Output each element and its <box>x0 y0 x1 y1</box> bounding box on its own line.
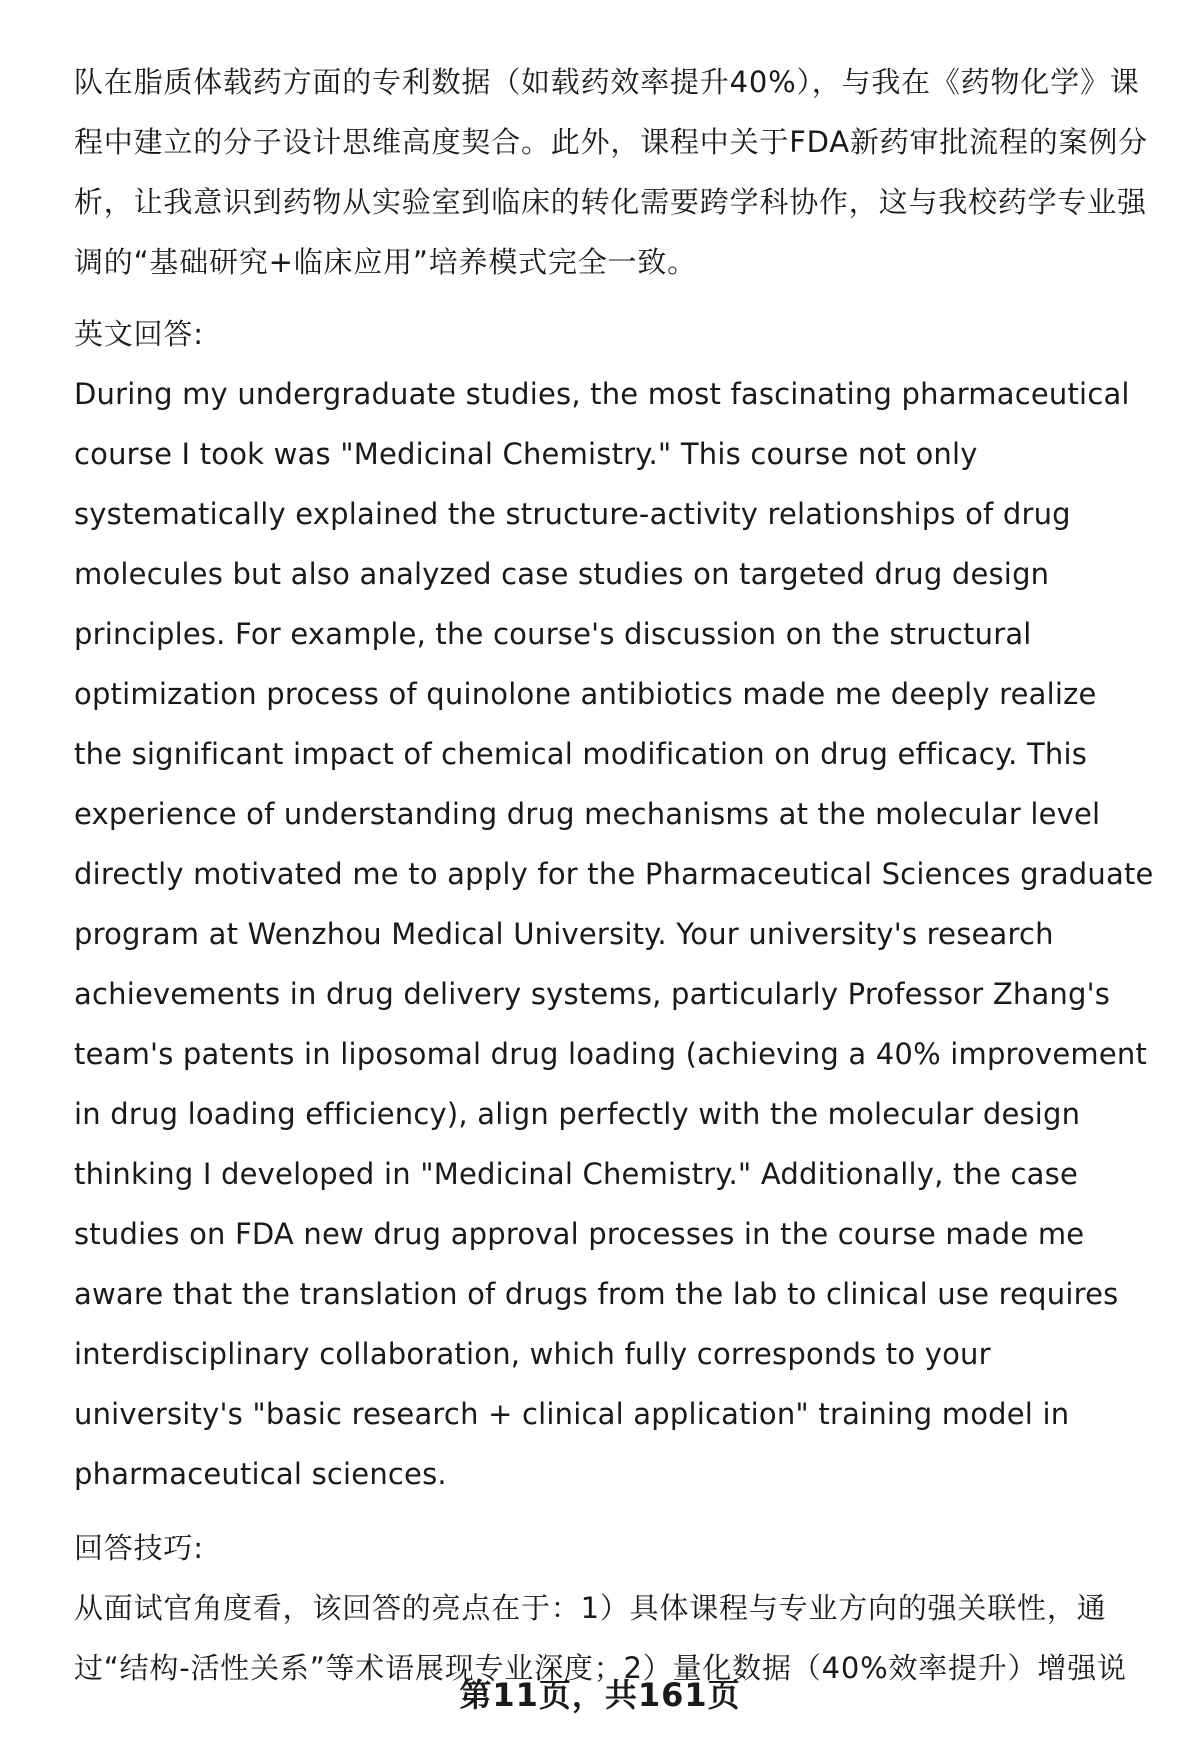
english-answer-label: 英文回答: <box>74 317 204 351</box>
intro-paragraph: 队在脂质体载药方面的专利数据（如载药效率提升40%），与我在《药物化学》课程中建立的分子设计思维高度契合。此外，课程中关于FDA新药审批流程的案例分析，让我意识到药物从实验室到临床的转化需要跨学科协作，这与我校药学专业强调的“基础研究+临床应用”培养模式完全一致。 <box>74 65 1148 279</box>
answer-tips-label: 回答技巧: <box>74 1531 204 1565</box>
english-answer-section <box>74 304 1154 1504</box>
page-number-footer: 第11页，共161页 <box>459 1676 741 1714</box>
english-answer-body: During my undergraduate studies, the most fascinating pharmaceutical course I took was "Medicinal Chemistry." This course not only systematically explained the structure-activity relationships of drug molecules but also analyzed case studies on targeted drug design principles. For example, the course's discussion on the structural optimization process of quinolone antibiotics made me deeply realize the significant impact of chemical modification on drug efficacy. This experience of understanding drug mechanisms at the molecular level directly motivated me to apply for the Pharmaceutical Sciences graduate program at Wenzhou Medical University. Your university's research achievements in drug delivery systems, particularly Professor Zhang's team's patents in liposomal drug loading (achieving a 40% improvement in drug loading efficiency), align perfectly with the molecular design thinking I developed in "Medicinal Chemistry." Additionally, the case studies on FDA new drug approval processes in the course made me aware that the translation of drugs from the lab to clinical use requires interdisciplinary collaboration, which fully corresponds to your university's "basic research + clinical application" training model in pharmaceutical sciences. <box>74 377 1154 1491</box>
document-page <box>74 52 1154 1698</box>
answer-tips-body: 从面试官角度看，该回答的亮点在于：1）具体课程与专业方向的强关联性，通过“结构-活性关系”等术语展现专业深度；2）量化数据（40%效率提升）增强说 <box>74 1591 1127 1685</box>
